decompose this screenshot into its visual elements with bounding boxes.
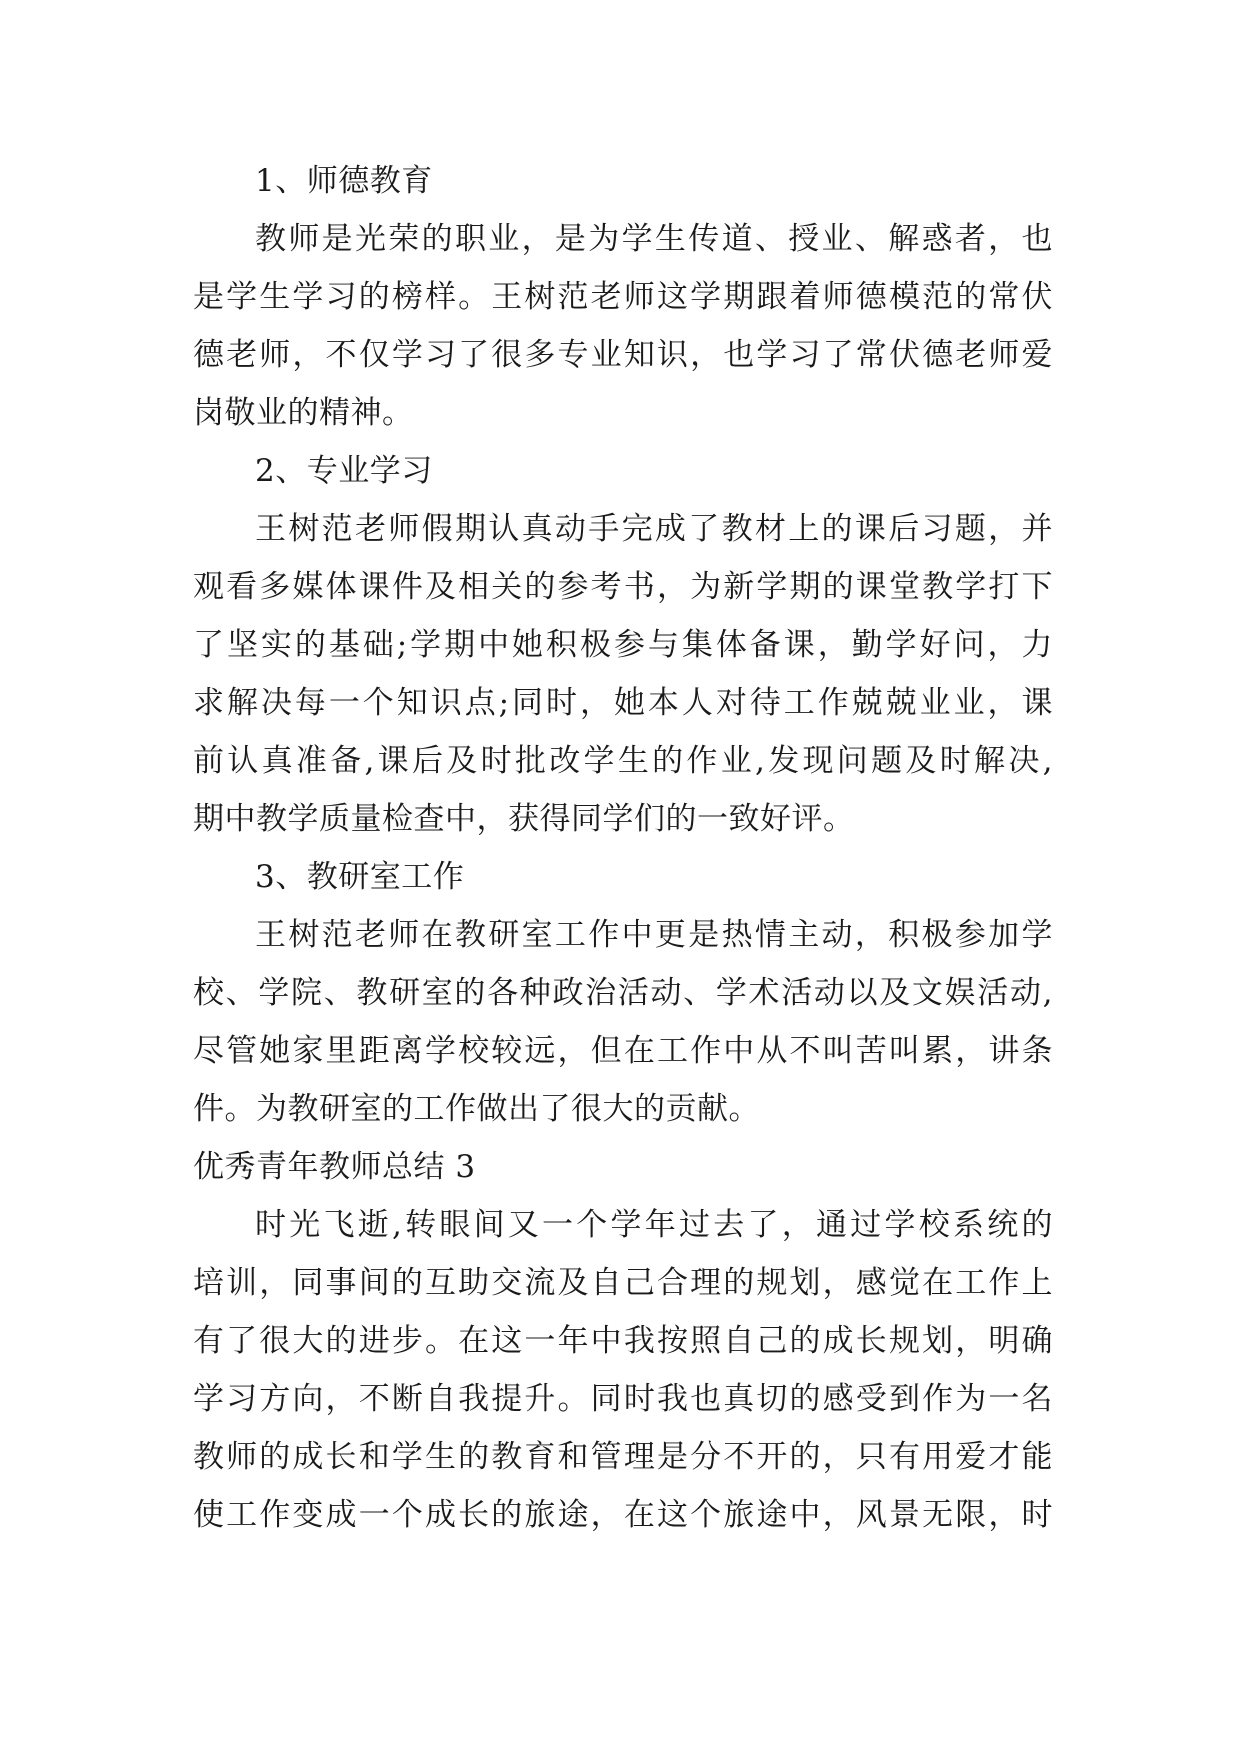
section-heading: 3、教研室工作 xyxy=(255,859,465,895)
paragraph-line: 观看多媒体课件及相关的参考书，为新学期的课堂教学打下 xyxy=(193,569,1053,605)
paragraph-line: 教师的成长和学生的教育和管理是分不开的，只有用爱才能 xyxy=(193,1439,1053,1475)
paragraph-line: 德老师，不仅学习了很多专业知识，也学习了常伏德老师爱 xyxy=(193,337,1053,373)
paragraph-line: 期中教学质量检查中，获得同学们的一致好评。 xyxy=(193,801,855,837)
paragraph-line: 王树范老师在教研室工作中更是热情主动，积极参加学 xyxy=(255,917,1053,953)
paragraph-line: 件。为教研室的工作做出了很大的贡献。 xyxy=(193,1091,760,1127)
paragraph-line: 培训，同事间的互助交流及自己合理的规划，感觉在工作上 xyxy=(193,1265,1053,1301)
paragraph-line: 岗敬业的精神。 xyxy=(193,395,414,431)
section-heading: 2、专业学习 xyxy=(255,453,433,489)
document-body xyxy=(193,152,1053,1544)
article-title: 优秀青年教师总结 3 xyxy=(193,1149,476,1185)
paragraph-line: 尽管她家里距离学校较远，但在工作中从不叫苦叫累，讲条 xyxy=(193,1033,1053,1069)
paragraph-line: 前认真准备,课后及时批改学生的作业,发现问题及时解决, xyxy=(193,743,1053,779)
paragraph-line: 是学生学习的榜样。王树范老师这学期跟着师德模范的常伏 xyxy=(193,279,1053,315)
paragraph-line: 求解决每一个知识点;同时，她本人对待工作兢兢业业，课 xyxy=(193,685,1053,721)
paragraph-line: 使工作变成一个成长的旅途，在这个旅途中，风景无限，时 xyxy=(193,1497,1053,1533)
paragraph-line: 学习方向，不断自我提升。同时我也真切的感受到作为一名 xyxy=(193,1381,1053,1417)
paragraph-line: 校、学院、教研室的各种政治活动、学术活动以及文娱活动, xyxy=(193,975,1053,1011)
paragraph-line: 教师是光荣的职业，是为学生传道、授业、解惑者，也 xyxy=(255,221,1053,257)
paragraph-line: 有了很大的进步。在这一年中我按照自己的成长规划，明确 xyxy=(193,1323,1053,1359)
section-heading: 1、师德教育 xyxy=(255,163,433,199)
paragraph-line: 王树范老师假期认真动手完成了教材上的课后习题，并 xyxy=(255,511,1053,547)
paragraph-line: 了坚实的基础;学期中她积极参与集体备课，勤学好问，力 xyxy=(193,627,1053,663)
paragraph-line: 时光飞逝,转眼间又一个学年过去了，通过学校系统的 xyxy=(255,1207,1053,1243)
